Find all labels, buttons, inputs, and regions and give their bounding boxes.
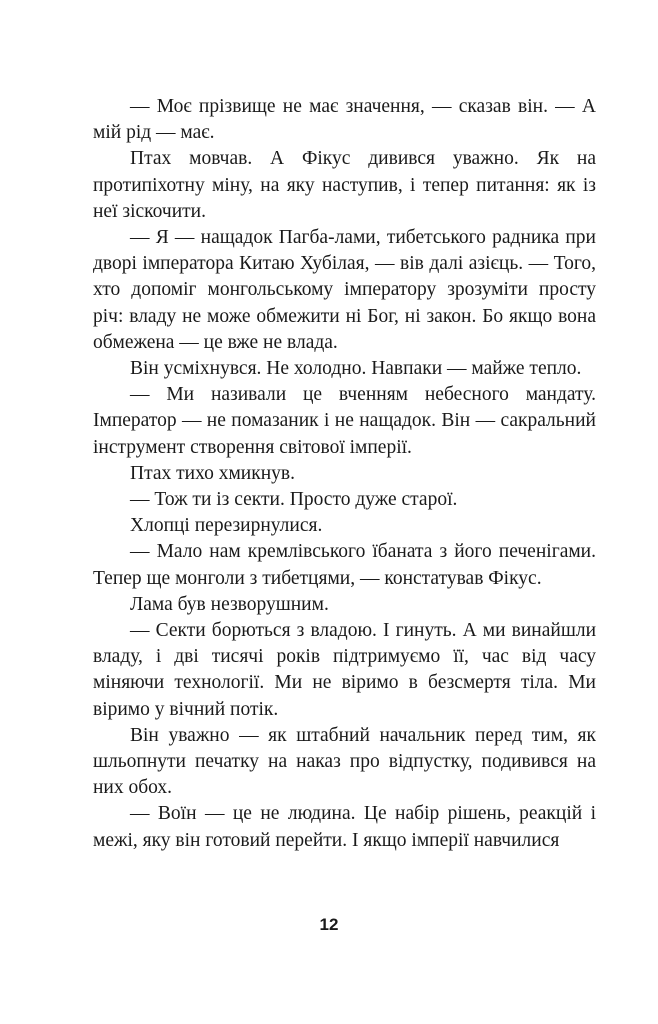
- paragraph-7: — Тож ти із секти. Просто дуже старої.: [130, 489, 458, 511]
- paragraph-11: — Секти борються з владою. І гинуть. А ми винайшли владу, і дві тисячі років підтримуємо її, час від часу міняючи технології. Ми не віримо в безсмертя тіла. Ми віримо у вічний потік.: [93, 620, 596, 720]
- paragraph-6: Птах тихо хмикнув.: [130, 462, 295, 484]
- paragraph-3: — Я — нащадок Пагба-лами, тибетського радника при дворі імператора Китаю Хубілая, — вів далі азієць. — Того, хто допоміг монгольському імператору зрозуміти просту річ: владу не може обмежити ні Бог, ні закон. Бо якщо вона обмежена — це вже не влада.: [93, 227, 596, 353]
- paragraph-2: Птах мовчав. А Фікус дивився уважно. Як на протипіхотну міну, на яку наступив, і тепер питання: як із неї зіскочити.: [93, 148, 596, 222]
- paragraph-9: — Мало нам кремлівського їбаната з його печенігами. Тепер ще монголи з тибетцями, — констатував Фікус.: [93, 541, 596, 589]
- paragraph-8: Хлопці перезирнулися.: [130, 515, 323, 537]
- paragraph-1: — Моє прізвище не має значення, — сказав він. — А мій рід — має.: [93, 96, 596, 144]
- body-text: [93, 94, 596, 854]
- page-number: 12: [319, 915, 339, 934]
- paragraph-10: Лама був незворушним.: [130, 593, 329, 615]
- paragraph-13: — Воїн — це не людина. Це набір рішень, реакцій і межі, яку він готовий перейти. І якщо імперії навчилися: [93, 803, 596, 851]
- paragraph-4: Він усміхнувся. Не холодно. Навпаки — майже тепло.: [130, 358, 582, 380]
- paragraph-5: — Ми називали це вченням небесного мандату. Імператор — не помазаник і не нащадок. Він — сакральний інструмент створення світової імперії.: [93, 384, 596, 458]
- paragraph-12: Він уважно — як штабний начальник перед тим, як шльопнути печатку на наказ про відпустку, подивився на них обох.: [93, 724, 596, 799]
